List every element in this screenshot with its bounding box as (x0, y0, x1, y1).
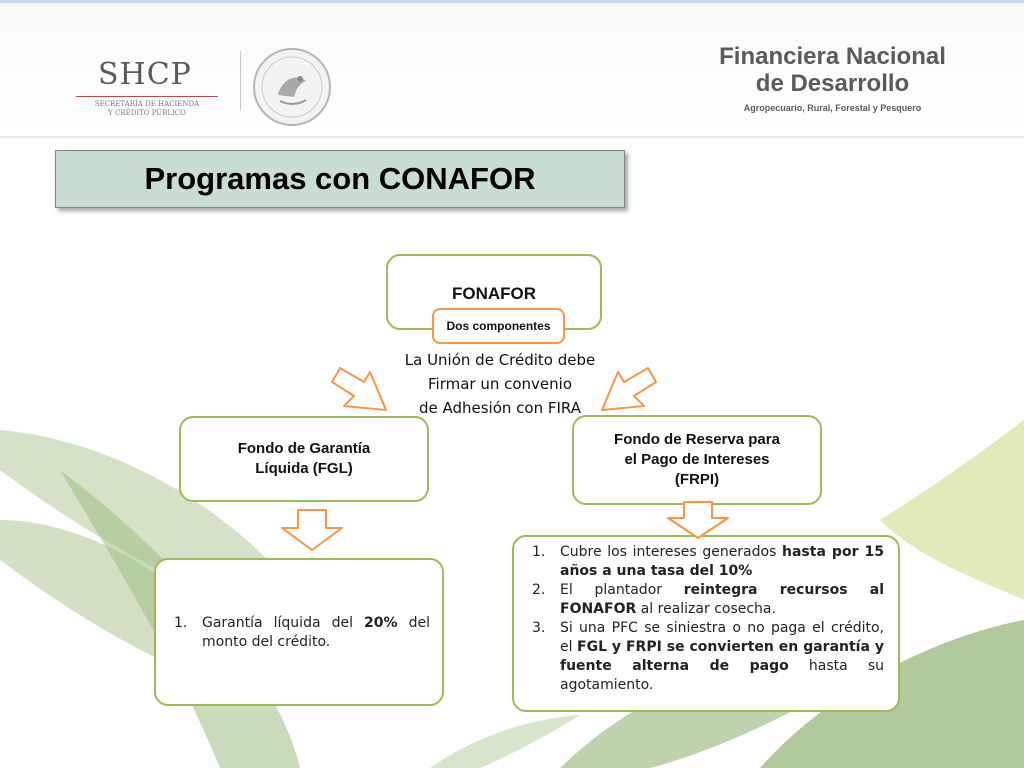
adhesion-note (388, 348, 612, 420)
shcp-subtitle (74, 100, 220, 118)
header-divider (0, 136, 1024, 138)
text-pre: Cubre los intereses generados (560, 544, 782, 560)
frpi-label-line3: (FRPI) (674, 471, 720, 488)
arrow-left-diagonal-icon (330, 366, 390, 414)
text-pre: Si una PFC se siniestra o no paga el crédito, el (560, 620, 884, 655)
list-item-text (560, 581, 884, 619)
text-post: del monto del crédito. (202, 615, 431, 650)
frpi-box (572, 415, 822, 505)
logo-divider (240, 51, 241, 111)
dos-componentes-label: Dos componentes (432, 308, 565, 344)
shcp-logo-text: SHCP (98, 57, 192, 92)
title-banner (55, 150, 625, 208)
text-post: al realizar cosecha. (636, 601, 776, 617)
note-line-3: de Adhesión con FIRA (418, 399, 582, 417)
list-item-number: 1. (532, 544, 546, 560)
shcp-rule (76, 96, 218, 97)
arrow-down-right-icon (666, 500, 730, 540)
list-item-text (202, 614, 430, 652)
list-item-number: 1. (174, 615, 188, 631)
note-line-2: Firmar un convenio (427, 375, 573, 393)
note-line-1: La Unión de Crédito debe (404, 351, 596, 369)
list-item (532, 619, 884, 695)
text-post: hasta su agotamiento. (560, 658, 884, 693)
frpi-detail-list (532, 543, 884, 695)
fonafor-title: FONAFOR (451, 284, 537, 303)
financiera-line1: Financiera Nacional (719, 43, 946, 70)
shcp-subtitle-line2: Y CRÉDITO PÚBLICO (108, 109, 186, 117)
frpi-label-line1: Fondo de Reserva para (614, 431, 780, 448)
list-item (532, 581, 884, 619)
arrow-right-diagonal-icon (598, 366, 658, 414)
list-item-text (560, 619, 884, 695)
page-title: Programas con CONAFOR (144, 161, 536, 196)
financiera-subtitle: Agropecuario, Rural, Forestal y Pesquero (743, 103, 922, 113)
text-bold: hasta por 15 años a una tasa del 10% (560, 544, 884, 579)
frpi-label (602, 430, 792, 490)
fgl-detail-box (154, 558, 444, 706)
fgl-label-line1: Fondo de Garantía (237, 440, 371, 457)
text-bold: 20% (364, 615, 398, 631)
header (0, 0, 1024, 143)
list-item-number: 3. (532, 620, 546, 636)
fgl-detail-list (174, 614, 430, 652)
text-pre: El plantador (560, 582, 684, 598)
shcp-subtitle-line1: SECRETARÍA DE HACIENDA (94, 100, 200, 108)
fgl-label (226, 439, 383, 479)
text-pre: Garantía líquida del (202, 615, 365, 631)
fgl-box (179, 416, 429, 502)
list-item (532, 543, 884, 581)
financiera-line2: de Desarrollo (755, 70, 910, 97)
mexico-seal-icon (250, 45, 334, 129)
list-item (174, 614, 430, 652)
list-item-number: 2. (532, 582, 546, 598)
list-item-text (560, 543, 884, 581)
frpi-detail-box (512, 535, 900, 712)
frpi-label-line2: el Pago de Intereses (624, 451, 770, 468)
financiera-name (690, 43, 975, 97)
text-bold: FGL y FRPI se convierten en garantía y fuente alterna de pago (560, 639, 884, 674)
text-bold: reintegra recursos al FONAFOR (560, 582, 884, 617)
fgl-label-line2: Líquida (FGL) (255, 460, 353, 477)
arrow-down-left-icon (280, 508, 344, 552)
